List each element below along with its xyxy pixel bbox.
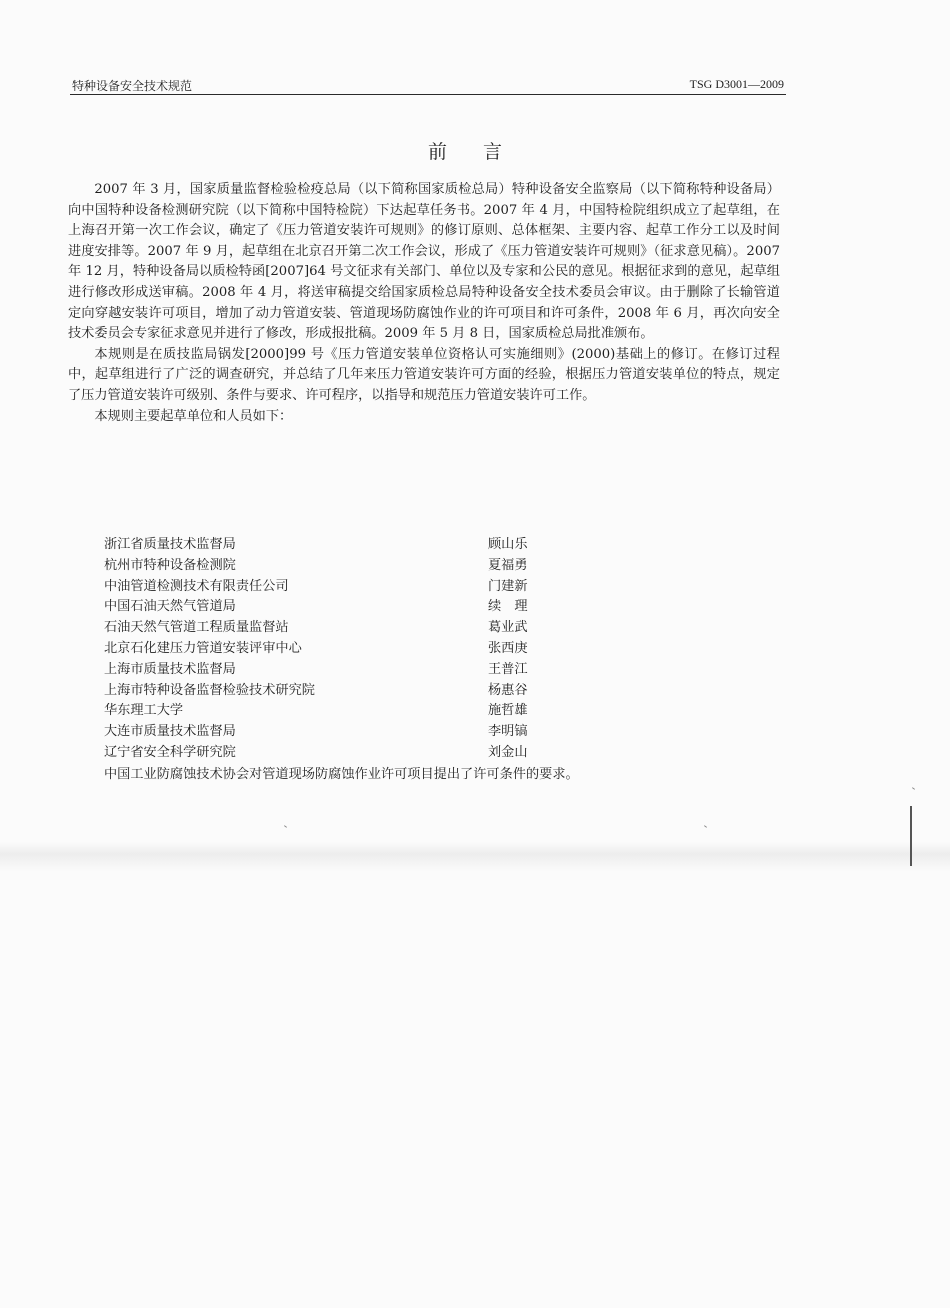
drafter-unit: 上海市质量技术监督局 xyxy=(104,661,236,677)
scan-speck xyxy=(284,825,287,828)
list-item xyxy=(104,556,584,577)
preface-paragraph-drafters-intro: 本规则主要起草单位和人员如下： xyxy=(94,408,293,424)
drafter-unit: 北京石化建压力管道安装评审中心 xyxy=(104,640,302,656)
drafter-person: 门建新 xyxy=(488,578,528,594)
drafter-person: 夏福勇 xyxy=(488,557,528,573)
drafter-person: 葛业武 xyxy=(488,620,528,636)
list-item xyxy=(104,618,584,639)
drafter-unit: 华东理工大学 xyxy=(104,703,184,719)
drafter-person: 顾山乐 xyxy=(488,537,528,552)
drafter-unit: 大连市质量技术监督局 xyxy=(104,724,236,740)
running-header xyxy=(70,74,786,95)
list-item xyxy=(104,722,584,743)
page-title: 前言 xyxy=(427,141,538,163)
list-item xyxy=(104,681,584,702)
list-item xyxy=(104,535,584,556)
drafter-person: 王普江 xyxy=(488,661,528,677)
drafters-list xyxy=(104,535,584,764)
drafter-unit: 石油天然气管道工程质量监督站 xyxy=(104,620,289,636)
list-item xyxy=(104,743,584,764)
scan-edge-mark xyxy=(910,806,912,866)
closing-note xyxy=(60,765,780,786)
list-item xyxy=(104,597,584,618)
header-standard-category: 特种设备安全技术规范 xyxy=(72,79,193,93)
preface-body xyxy=(68,180,780,427)
drafter-person: 杨惠谷 xyxy=(488,682,528,698)
drafter-person: 刘金山 xyxy=(488,744,528,760)
scan-fold-shadow xyxy=(0,842,950,872)
list-item xyxy=(104,660,584,681)
header-standard-number: TSG D3001—2009 xyxy=(689,77,784,91)
drafter-unit: 中国石油天然气管道局 xyxy=(104,599,236,615)
drafter-unit: 杭州市特种设备检测院 xyxy=(104,557,236,573)
drafter-unit: 上海市特种设备监督检验技术研究院 xyxy=(104,682,315,698)
list-item xyxy=(104,701,584,722)
list-item xyxy=(104,639,584,660)
drafter-unit: 辽宁省安全科学研究院 xyxy=(104,744,236,760)
drafter-person: 续 理 xyxy=(488,599,528,615)
preface-paragraph-history: 2007 年 3 月，国家质量监督检验检疫总局（以下简称国家质检总局）特种设备安全监察局（以下简称特种设备局）向中国特种设备检测研究院（以下简称中国特检院）下达起草任务书。2007 年 4 月，中国特检院组织成立了起草组，在上海召开第一次工作会议，确定了《压力管道安装许可规则》的修订原则、总体框架、主要内容、起草工作分工以及时间进度安排等。2007 年 9 月，起草组在北京召开第二次工作会议，形成了《压力管道安装许可规则》（征求意见稿）。2007 年 12 月，特种设备局以质检特函[2007]64 号文征求有关部门、单位以及专家和公民的意见。根据征求到的意见，起草组进行修改形成送审稿。2008 年 4 月，将送审稿提交给国家质检总局特种设备安全技术委员会审议。由于删除了长输管道定向穿越安装许可项目，增加了动力管道安装、管道现场防腐蚀作业的许可项目和许可条件，2008 年 6 月，再次向安全技术委员会专家征求意见并进行了修改，形成报批稿。2009 年 5 月 8 日，国家质检总局批准颁布。 xyxy=(68,182,780,342)
drafter-person: 施哲雄 xyxy=(488,703,528,719)
drafter-unit: 浙江省质量技术监督局 xyxy=(104,537,236,552)
closing-paragraph: 中国工业防腐蚀技术协会对管道现场防腐蚀作业许可项目提出了许可条件的要求。 xyxy=(104,767,579,782)
drafter-person: 张西庚 xyxy=(488,640,528,656)
drafter-unit: 中油管道检测技术有限责任公司 xyxy=(104,578,289,594)
drafter-person: 李明镐 xyxy=(488,724,528,740)
scan-speck xyxy=(704,825,707,828)
preface-paragraph-basis: 本规则是在质技监局锅发[2000]99 号《压力管道安装单位资格认可实施细则》(2000)基础上的修订。在修订过程中，起草组进行了广泛的调查研究，并总结了几年来压力管道安装许可方面的经验，根据压力管道安装单位的特点，规定了压力管道安装许可级别、条件与要求、许可程序，以指导和规范压力管道安装许可工作。 xyxy=(68,346,780,403)
scan-speck xyxy=(912,787,915,790)
list-item xyxy=(104,577,584,598)
